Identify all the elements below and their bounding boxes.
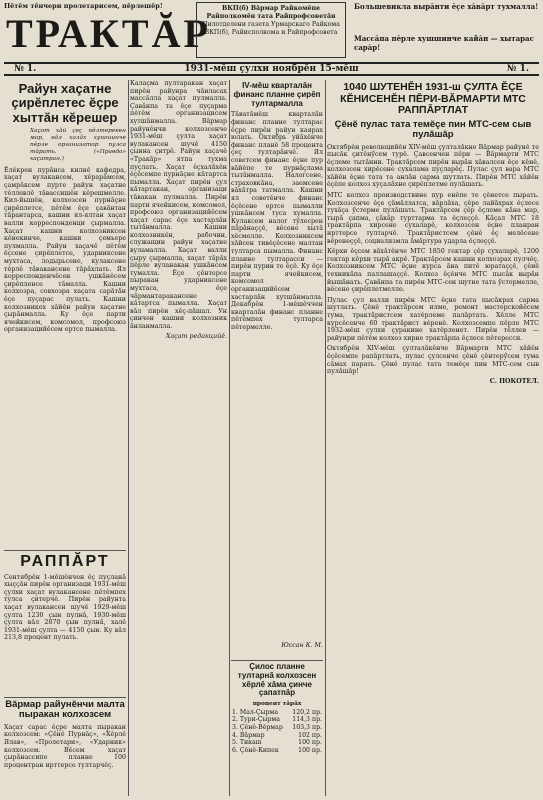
mts-paragraph-3: Кĕрхи ĕçсем вăхăтĕнче МТС 1850 гектар çĕр сухаларĕ, 1200 гектар кĕрхи тырă акрĕ. Трактăрсем кашни колхозрах пулчĕç. Колхозниксем МТС ĕçне курса ăна питĕ юратаççĕ, çĕнĕ техникăпа паллашаççĕ. Колхоз ĕçĕнче МТС пысăк вырăн йышăнать. Çавăнпа та пирĕн МТС-сен шутне тата ӳстермелле, вĕсене çирĕплетмелле.: [327, 248, 539, 294]
kolkhoz-percent: 100 пр.: [298, 739, 322, 747]
editorial-signature: Хаçат редакцийĕ.: [166, 332, 227, 340]
silage-table: [231, 709, 323, 755]
column-divider: [325, 80, 326, 796]
dateline: [4, 62, 539, 76]
slogan-right-2: Массăпа пĕрле хушшинче кайăн — хытарас сарăр!: [354, 34, 534, 52]
slogan-left: Пĕтĕм тĕнчери пролетарисем, пĕрлешĕр!: [4, 2, 163, 10]
newspaper-title: ТРАКТĂР: [6, 11, 211, 56]
column-2: [130, 80, 227, 796]
rapport-article: [4, 550, 126, 696]
finance-signature-wrap: [231, 640, 323, 656]
kolkhoz-name: 4. Вăрмар: [232, 731, 265, 739]
column-3: [231, 80, 323, 796]
finance-article: [231, 80, 323, 640]
kolkhoz-percent: 120,2 пр.: [292, 708, 322, 716]
mts-subheadline: Çĕнĕ пулас тата темĕçе пин МТС-сем сыв пулăшăр: [334, 118, 532, 141]
leading-kolkhoz-article: [4, 697, 126, 796]
silage-table-block: [231, 660, 323, 754]
masthead-top: ВКП(б) Вăрмар Райкомĕпе Райполкомĕн тата Райпрофсоветăн: [206, 5, 336, 20]
editorial-continued-body: Калаçма пултаракан хаçат пирĕн райунра чăнласах массăлла хаçат пулмалла. Çавăнпа та ĕçе пуçарма пĕтĕм организацисем хутшăнмалла. Вăрмар райунĕнчи колхозсенче 1931-мĕш çулта хаçат вулакансен шучĕ 4150 çынна çитрĕ. Райун хаçачĕ «Тракăр» ятпа тухма пуçлать. Хаçат ĕçхалăхĕн ĕçĕсемпе пурнăçне кăтартса пымалла. Хаçат пирĕн çул кăтартакан, организаци тăвакан пулмалла. Пирĕн парти ячейкисем, комсомол, профсоюз организацийĕсем хаçат сарас ĕçе хастарлăн тытăнмалла. Кашни колхозникĕн, рабочин, служащин райун хаçатне вуламалла. Хаçат валли çыру çырмалла, хаçат тăрăх пĕрле вуланакан ушкăнсем тумалла. Ĕçе çĕнтерсе пыракан ударниксене мухтаса, ĕçе чăрмантаракансене кăтартса пымалла. Хаçат вăл пирĕн хĕç-пăшал. Ун çинчен кашни колхозник ăнланмалла.: [130, 80, 227, 330]
masthead-box: [196, 2, 346, 58]
table-row: [231, 747, 323, 755]
table-row: [231, 724, 323, 732]
mts-paragraph-2: МТС колхоз производствине пур енĕпе те çĕнетсе пырать. Колхозсенче ĕçе çăмăллатса, вăрлăха, çĕре лайăхрах ĕçлесе тухăçа ӳстерме пулăшать. Трактăрсем çĕр ĕçлеме кăна мар, тырă çапма, çăкăр турттарма та ĕçлеççĕ. Кăçал МТС 18 трактăрпа хирсене сухаларĕ, колхозсен ĕçне планран ирттерсе тултарчĕ. Трактăристсем çĕнĕ ĕç мелĕсене вĕренеççĕ, социализмла ăмăртура ударла ĕçлеççĕ.: [327, 192, 539, 245]
kolkhoz-name: 5. Тикаш: [232, 739, 262, 747]
kolkhoz-name: 2. Тури-Çырма: [232, 716, 280, 724]
mts-signature: С. ПОКОТЕЛ.: [489, 377, 539, 385]
leading-kolkhoz-body: Хаçат сарас ĕçре малта пыракан колхозсем: «Çĕнĕ Пурнăç», «Хĕрлĕ Ялав», «Пролетари», «Ударник» колхозсем. Вĕсем хаçат çырăнассипе планне 100 процентран ирттерсе тултарчĕç.: [4, 723, 126, 769]
kolkhoz-name: 3. Çĕнĕ-Вĕрмар: [232, 723, 283, 731]
mts-paragraph-5: Октябрĕн XIV-мĕш çулталăкĕнче Вăрмарти МТС хăйĕн ĕçĕсемпе рапăртлать, пулас çулсенче çĕнĕ çĕнтерӳсем тума сăмах парать. Çĕнĕ пулас тата темĕçе пин МТС-сем сыв пулăшăр!: [327, 345, 539, 376]
rapport-body: Сентябрĕн 1-мĕшĕнчен ĕç пуçланă хыççăн пирĕн организаци 1931-мĕш çулхи хаçат вулакансене пĕтĕмпех тулса çитерчĕ. Пирĕн райунта хаçат вулакансен шучĕ 1929-мĕш çулта 1230 çын пулнă, 1930-мĕш çулта вăл 2870 çын пулнă, халĕ 1931-мĕш çулта — 4150 çын. Ку вăл 213,8 процент пулать.: [4, 573, 126, 642]
finance-headline: IV-мĕш кварталăн финанс планне çирĕп тултармалла: [233, 81, 321, 108]
editorial-epigraph: Хаçат хăй çеç пĕлтерекен мар, вăл халăх хушшинче пĕрле организатор пулса тăрать. («Правда» хаçатран.): [30, 127, 126, 162]
issue-number-right: № 1.: [506, 64, 529, 74]
finance-body: Тăватăмĕш кварталăн финанс планне тултарас ĕçре пирĕн райун каярах юлать. Октябрь уйăхĕнче финанс планĕ 58 процента çеç тултарăнчĕ. Ял советсем финанс ĕçне пур вăйĕпе те пурнăçлама тытăнмалла. Налогсене, страховкăна, заемсене вăхăтра татмалла. Кашни ял советĕнче финанс ĕçĕсене ертсе пымалли ушкăнсем туса хумалла. Кулаксем налог тӳлесрен пăрăнаççĕ, вĕсене хытă хĕсмелле. Колхозниксем хăйсен тивĕçĕсене малтан тултарса пымалла. Финанс планне тултарасси — пирĕн пурин те ĕçĕ. Ку ĕçе парти ячейкисем, комсомол организацийĕсем хастарлăн хутшăнмалла. Декабрĕн 1-мĕшĕччен кварталăн финанс планне пĕтĕмпех тултарса пĕтермелле.: [231, 111, 323, 332]
kolkhoz-percent: 100 пр.: [298, 746, 322, 754]
masthead-body: Пилотделени газета Урмарскаго Райкома ВКП(б), Райисполкома и Райпрофсовета: [202, 21, 340, 36]
rapport-headline: РАППĂРТ: [20, 553, 110, 570]
kolkhoz-name: 6. Çĕнĕ-Кипек: [232, 746, 279, 754]
kolkhoz-percent: 114,3 пр.: [292, 716, 322, 724]
editorial-headline: Райун хаçатне çирĕплетес ĕçре хыттăн кĕрешер: [11, 81, 119, 125]
slogan-right-1: Большевикла вырăнти ĕçе хăвăрт тухмалла!: [354, 2, 539, 11]
finance-signature: Юссан К. М.: [281, 642, 323, 649]
masthead-area: [4, 2, 539, 60]
silage-table-subtitle: процент тăрăх: [252, 701, 302, 708]
table-row: [231, 739, 323, 747]
leading-kolkhoz-headline: Вăрмар райунĕнчи малта пыракан колхозсем: [5, 699, 125, 721]
table-row: [231, 732, 323, 740]
column-divider: [128, 80, 129, 796]
column-1: [4, 80, 126, 796]
kolkhoz-percent: 102 пр.: [298, 731, 322, 739]
kolkhoz-name: 1. Мал-Çырма: [232, 708, 279, 716]
silage-table-title: Çилос планне тултарнă колхозсен хĕрлĕ хăма çинче çапатпăр: [237, 662, 317, 698]
column-divider: [229, 80, 230, 796]
mts-headline: 1040 ШУТЕНĔН 1931-ш ÇУЛТА ĔÇЕ КĔНИСЕНĔН ПĔРИ-ВĂРМАРТИ МТС РАППĂРТЛАТ: [340, 81, 526, 117]
table-row: [231, 716, 323, 724]
mts-paragraph-1: Октябрĕн революцийĕн XIV-мĕш çулталăкне Вăрмар райунĕ те пысăк çитĕнӳсем турĕ. Çавсенчен пĕри — Вăрмарти МТС ĕçлеме тытăнни. Трактăрсем пирĕн вырăн хăвалсен ĕçе кĕнĕ, колхозсен хирĕсене сухалама пуçларĕç. Пулас çул вара МТС хăйĕн ĕçне тата та анлăн сарма шутлать. Пирĕн МТС хăйĕн ĕçĕпе колхоз хуçалăхне çирĕплетме пулăшать.: [327, 143, 539, 189]
table-row: [231, 709, 323, 717]
issue-date: 1931-мĕш çулхи ноябрĕн 15-мĕш: [184, 64, 359, 74]
kolkhoz-percent: 103,3 пр.: [292, 723, 322, 731]
editorial-body: Ĕлĕкрен пурăнса килнĕ кафедра, хаçат вулакансем, хĕрарăмсем, çамрăксем пурте райун хаçатне тĕллевлĕ тăвассишĕн кĕрешмелле. Кил-йышĕн, колхозсен пурнăçне çирĕплетсе, пĕтĕм ĕçе çавăнтан тăрантарса, кашни ял-ялтан хаçат валли корреспонденци çырмалла. Хаçат кашни колхозниксен кĕнекинче, кашни çемьере пулмалла. Райун хаçачĕ пĕтĕм ĕçсене çирĕплетсе, ударниксене мухтаса, лодырьсене, кулаксене тĕрлĕ тăвакансене тăрăхлать. Ял корреспонденчĕсен ушкăнĕсем çирĕпленсе тăмалла. Кашни колхозра, совхозра хаçата сарăтăн ĕçе пуçарас пулать. Кашни колхозникех хăйĕн райун хаçатне çырăнмалла. Ку ĕçе парти ячейкисем, комсомол, профсоюз организацийĕсем ертсе пымалла.: [4, 166, 126, 334]
editorial-article: [4, 80, 126, 550]
issue-number-left: № 1.: [14, 64, 37, 74]
column-4: [327, 80, 539, 796]
mts-paragraph-4: Пулас çул валли пирĕн МТС ĕçне тата пысăкрах сарма шутлать. Çĕнĕ трактăрсем илме, ремонт мастерскойĕсем тума, трактăристсем хатĕрлеме палăртать. Хĕлле МТС курсĕсенче 60 трактăрист вĕренĕ. Колхозсемпе пĕрле МТС 1932-мĕш çулхи çуракине хатĕрленет. Пирĕн тĕллев — райунри пĕтĕм колхоз хирне трактăрпа ĕçлесе пĕтересси.: [327, 296, 539, 342]
